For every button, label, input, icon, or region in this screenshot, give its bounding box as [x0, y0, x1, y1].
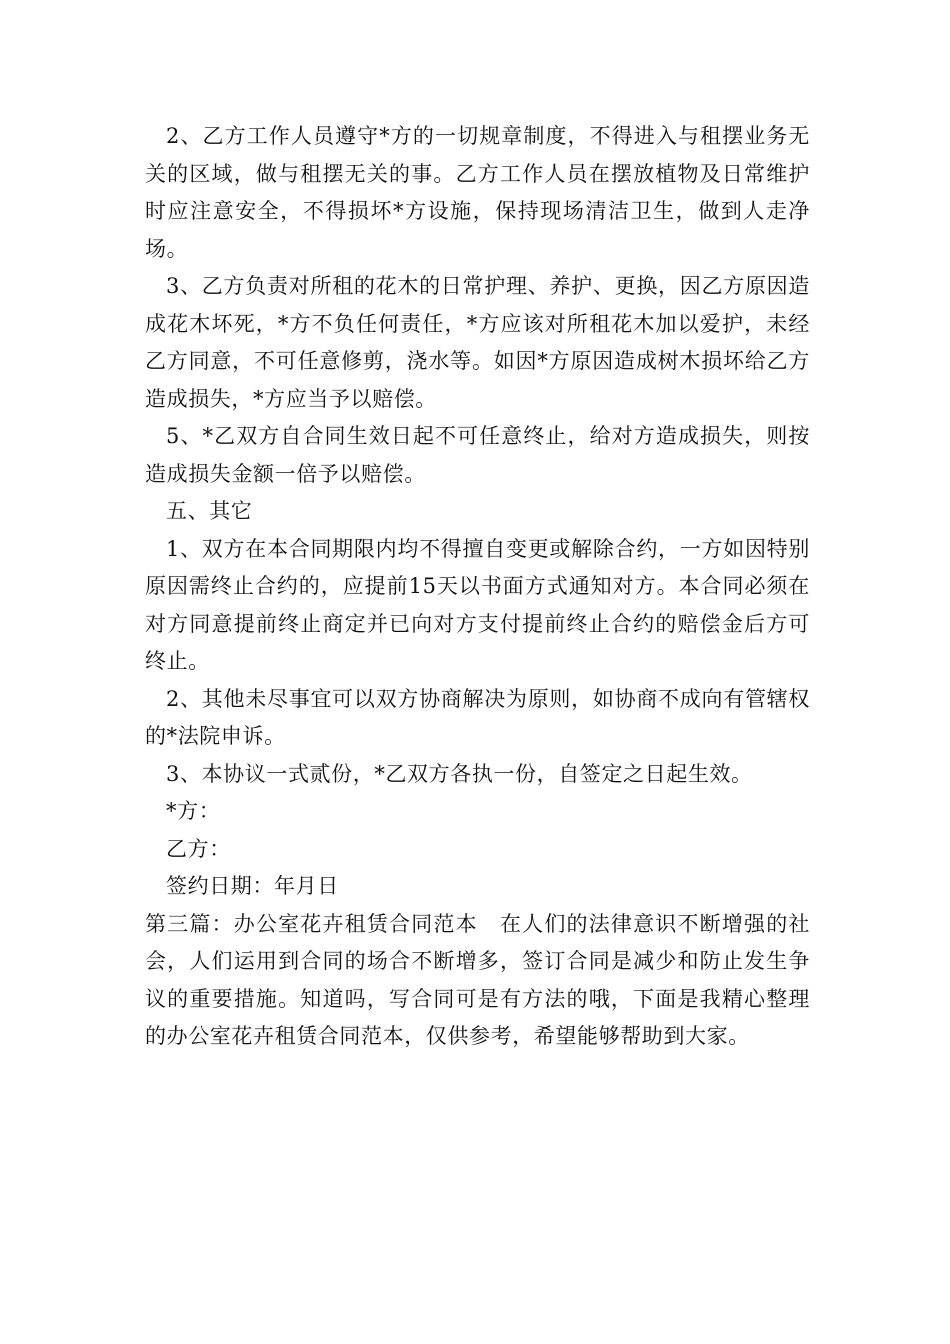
signing-date-line: 签约日期：年月日	[166, 874, 339, 898]
party-b-signature-line: 乙方：	[166, 836, 231, 861]
third-article-intro: 第三篇：办公室花卉租赁合同范本 在人们的法律意识不断增强的社会，人们运用到合同的场合不断增多，签订合同是减少和防止发生争议的重要措施。知道吗，写合同可是有方法的哦，下面是我精心整理的办公室花卉租赁合同范本，仅供参考，希望能够帮助到大家。	[145, 911, 810, 1048]
clause-3-plant-care: 3、乙方负责对所租的花木的日常护理、养护、更换，因乙方原因造成花木坏死，*方不负任何责任，*方应该对所租花木加以爱护，未经乙方同意，不可任意修剪，浇水等。如因*方原因造成树木损坏给乙方造成损失，*方应当予以赔偿。	[145, 274, 810, 411]
other-clause-1: 1、双方在本合同期限内均不得擅自变更或解除合约，一方如因特别原因需终止合约的，应提前15天以书面方式通知对方。本合同必须在对方同意提前终止商定并已向对方支付提前终止合约的赔偿金后方可终止。	[145, 536, 810, 673]
other-clause-2: 2、其他未尽事宜可以双方协商解决为原则，如协商不成向有管辖权的*法院申诉。	[145, 686, 810, 748]
clause-2-staff-rules: 2、乙方工作人员遵守*方的一切规章制度，不得进入与租摆业务无关的区域，做与租摆无关的事。乙方工作人员在摆放植物及日常维护时应注意安全，不得损坏*方设施，保持现场清洁卫生，做到人走净场。	[145, 124, 810, 261]
other-clause-3: 3、本协议一式贰份，*乙双方各执一份，自签定之日起生效。	[166, 761, 753, 786]
section-heading-other: 五、其它	[166, 499, 253, 523]
document-body	[145, 118, 810, 1056]
clause-5-termination: 5、*乙双方自合同生效日起不可任意终止，给对方造成损失，则按造成损失金额一倍予以赔偿。	[145, 424, 810, 486]
party-a-signature-line: *方：	[166, 799, 221, 823]
